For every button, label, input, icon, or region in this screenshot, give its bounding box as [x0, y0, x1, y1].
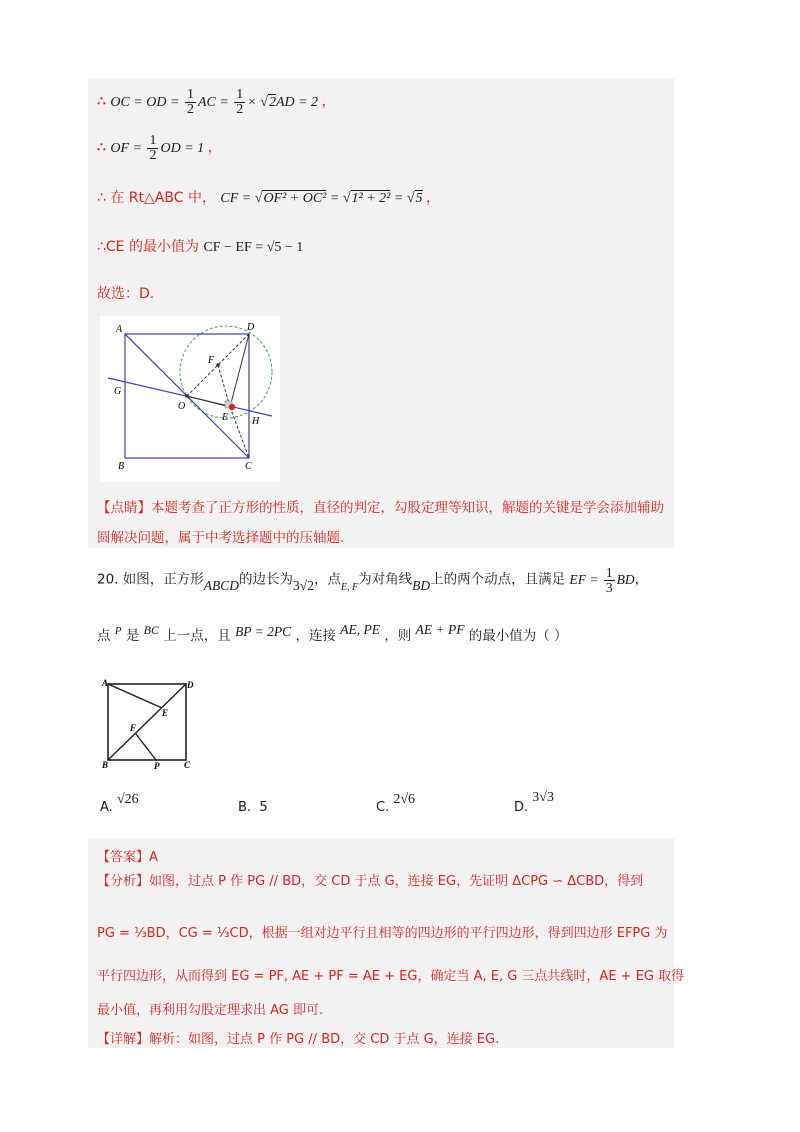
q-math: ABCD: [203, 577, 240, 593]
q-text: ，: [634, 571, 649, 588]
comment-line-2: 圆解决问题，属于中考选择题中的压轴题.: [97, 530, 345, 546]
fig1-label-F: F: [208, 355, 215, 366]
fig2-label-A: A: [102, 678, 109, 688]
comment-label: 【点睛】: [97, 500, 151, 516]
option-value: √26: [116, 792, 139, 807]
option-letter: A.: [100, 800, 113, 815]
therefore-symbol: ∴: [97, 93, 106, 110]
fig1-label-D: D: [247, 322, 255, 333]
q-math-ef: EF = $\frac{1}{3}$ BD: [569, 565, 635, 595]
analysis-line-2: PG = ⅓BD，CG = ⅓CD，根据一组对边平行且相等的四边形的平行四边形，得到四边形 EFPG 为: [97, 926, 668, 941]
solution-line-2: [97, 134, 222, 163]
q-math: E, F: [340, 581, 359, 593]
fig1-label-B: B: [118, 461, 125, 472]
q-text: 为对角线: [358, 571, 413, 588]
analysis-text-1: 如图，过点 P 作 PG // BD，交 CD 于点 G，连接 EG，先证明 ΔCPG ∽ ΔCBD，得到: [149, 874, 644, 889]
fig1-label-H: H: [252, 416, 260, 427]
equation-of: OF = $\frac{1}{2}$ OD = 1: [110, 133, 208, 163]
option-d[interactable]: [514, 790, 554, 815]
option-value: 3√3: [532, 790, 554, 805]
q-text: ，连接: [295, 628, 336, 644]
analysis-line-3: 平行四边形，从而得到 EG = PF, AE + PF = AE + EG，确定当 A, E, G 三点共线时，AE + EG 取得: [97, 969, 685, 984]
equation-cf: CF = √OF² + OC² = √1² + 2² = √5: [220, 191, 423, 206]
answer-value: A: [149, 850, 158, 865]
option-value: 2√6: [393, 792, 416, 807]
comment-text-1: 本题考查了正方形的性质，直径的判定，勾股定理等知识，解题的关键是学会添加辅助: [151, 500, 664, 516]
fig1-label-C: C: [245, 461, 252, 472]
fig2-label-F: F: [130, 723, 137, 733]
q-math: AE, PE: [340, 622, 381, 637]
solution-line-1: [97, 88, 336, 117]
q-math: 3√2: [293, 577, 314, 593]
q-text: 上的两个动点，且满足: [430, 571, 566, 588]
q-math: BC: [143, 623, 159, 637]
option-a[interactable]: [100, 792, 139, 815]
option-letter: D.: [514, 800, 529, 815]
option-c[interactable]: [376, 792, 416, 815]
equation-min-ce: CF − EF = √5 − 1: [203, 240, 304, 255]
solution-line-3: [97, 187, 440, 207]
fig1-label-O: O: [178, 401, 186, 412]
analysis-line-4: 最小值，再利用勾股定理求出 AG 即可.: [97, 1003, 324, 1018]
answer-line: [97, 846, 158, 865]
q-text: 上一点，且: [163, 628, 231, 644]
fig2-label-B: B: [102, 760, 109, 770]
option-b[interactable]: [238, 800, 268, 815]
q-text: 的最小值为（ ）: [468, 628, 568, 644]
detail-line: [97, 1028, 499, 1047]
q-math: BP = 2PC: [235, 624, 292, 639]
question-line-1: [97, 566, 648, 595]
solution-line-4: [97, 236, 303, 256]
q-math: BD: [412, 577, 431, 593]
figure-2-geometry: [100, 676, 196, 770]
q-text: ，则: [384, 628, 412, 644]
line3-prefix: ∴ 在 Rt△ABC 中，: [97, 190, 216, 206]
question-line-2: [97, 624, 568, 644]
detail-text: 解析：如图，过点 P 作 PG // BD，交 CD 于点 G，连接 EG.: [149, 1032, 500, 1047]
q-math: P: [114, 625, 122, 637]
q-text: 的边长为: [239, 571, 294, 588]
fig2-label-E: E: [162, 708, 169, 718]
therefore-symbol: ∴: [97, 139, 106, 156]
detail-label: 【详解】: [97, 1032, 150, 1047]
analysis-label: 【分析】: [97, 874, 150, 889]
q-text: 是: [125, 628, 140, 644]
choice-line: 故选：D.: [97, 286, 155, 302]
comma: ，: [426, 190, 441, 206]
q-text: 点: [97, 628, 111, 644]
option-letter: C.: [376, 800, 390, 815]
fig1-label-E: E: [222, 412, 229, 423]
comment-line-1: [97, 496, 664, 516]
equation-oc-od: OC = OD = $\frac{1}{2}$ AC = $\frac{1}{2}$ × √2AD = 2: [110, 87, 322, 117]
comma: ，: [321, 93, 336, 110]
fig2-label-P: P: [154, 761, 160, 770]
option-letter: B.: [238, 800, 252, 815]
q-math: AE + PF: [415, 622, 465, 637]
q-text: 如图，正方形: [122, 571, 204, 588]
line4-prefix: ∴CE 的最小值为: [97, 239, 199, 255]
answer-label: 【答案】: [97, 850, 150, 865]
fig1-label-A: A: [116, 324, 123, 335]
fig2-label-C: C: [184, 760, 191, 770]
analysis-line-1: [97, 870, 643, 889]
comma: ，: [207, 139, 222, 156]
figure-1-geometry: [100, 316, 280, 482]
fig2-label-D: D: [187, 680, 194, 690]
q-text: ，点: [313, 571, 341, 588]
question-number: 20.: [97, 571, 119, 588]
option-value: 5: [259, 800, 268, 815]
fig1-label-G: G: [114, 386, 122, 397]
